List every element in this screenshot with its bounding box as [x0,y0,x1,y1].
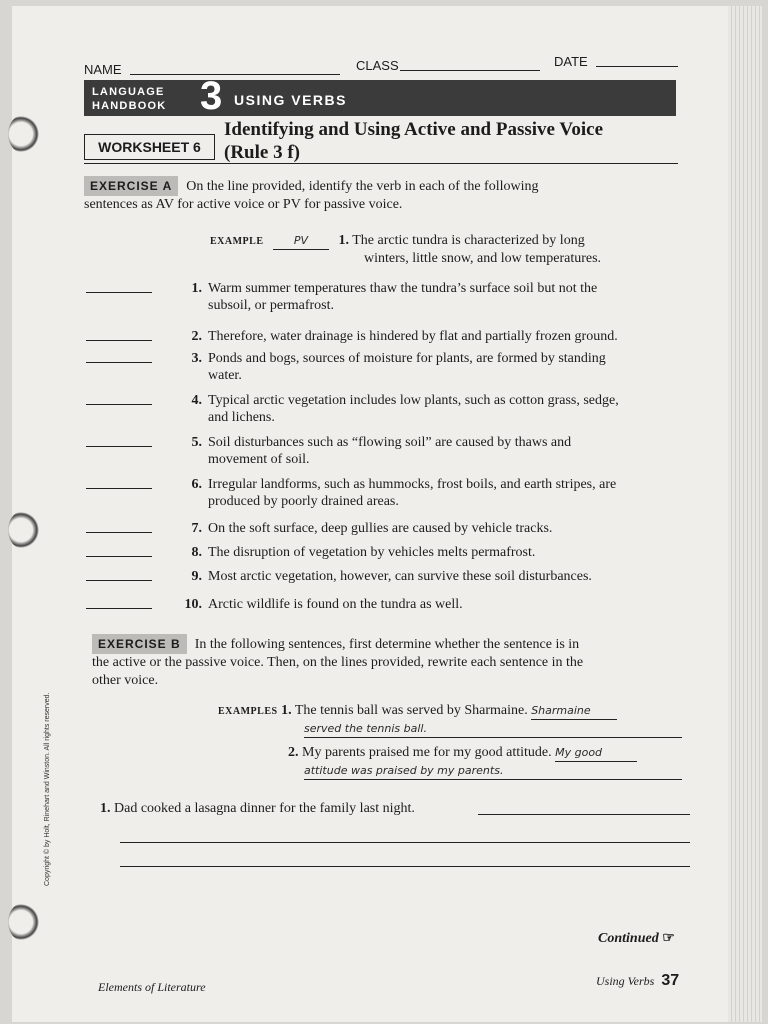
answer-blank[interactable] [86,446,152,447]
examples-label: EXAMPLES [218,706,278,717]
example-text-line1: The arctic tundra is characterized by long [352,233,585,248]
name-label: NAME [84,62,122,77]
exercise-a-item [182,544,678,561]
exercise-b-item-1-text: Dad cooked a lasagna dinner for the family last night. [114,801,415,816]
answer-blank[interactable] [86,340,152,341]
answer-blank[interactable] [86,580,152,581]
binder-hole-top [8,114,42,154]
chapter-number: 3 [200,74,223,118]
example-b1-answer-part2: served the tennis ball. [304,720,682,738]
example-b2-answer-part2: attitude was praised by my parents. [304,762,682,780]
continued-text: Continued [598,931,659,946]
answer-blank[interactable] [86,362,152,363]
item-text-line1: Warm summer temperatures thaw the tundra’s surface soil but not the [208,281,598,296]
item-number: 3. [191,351,202,366]
item-number: 8. [191,545,202,560]
chapter-banner [84,74,676,118]
exercise-b-instructions [92,634,692,690]
answer-blank[interactable] [86,292,152,293]
example-b1-number: 1. [281,703,292,718]
copyright-notice: Copyright © by Holt, Rinehart and Winston. All rights reserved. [44,692,51,886]
item-text-line2: movement of soil. [208,452,310,467]
exercise-a-item [182,520,678,537]
worksheet-page [12,6,728,1022]
exercise-a-tag: EXERCISE A [84,176,178,196]
exercise-a-instructions [84,176,684,214]
book-title: Elements of Literature [98,980,206,994]
date-field[interactable] [596,66,678,67]
item-text-line2: produced by poorly drained areas. [208,494,399,509]
item-text-line1: Ponds and bogs, sources of moisture for plants, are formed by standing [208,351,606,366]
answer-blank[interactable] [86,532,152,533]
exercise-b-item-1-answer-line-3[interactable] [120,866,690,867]
item-text-line1: Typical arctic vegetation includes low plants, such as cotton grass, sedge, [208,393,619,408]
item-text [208,568,678,585]
item-text-line2: water. [208,368,242,383]
exercise-b-example-1 [218,702,688,738]
page-number: 37 [661,972,680,989]
item-text [208,520,678,537]
language-handbook-line1: LANGUAGE [92,86,165,98]
item-text-line1: Soil disturbances such as “flowing soil” are caused by thaws and [208,435,572,450]
exercise-a-item [182,328,678,345]
chapter-title: USING VERBS [234,92,347,108]
item-number: 10. [184,597,202,612]
item-number: 1. [191,281,202,296]
item-number: 5. [191,435,202,450]
item-text-line1: The disruption of vegetation by vehicles melts permafrost. [208,545,536,560]
item-text [208,280,678,314]
binder-hole-middle [8,510,42,550]
example-text-line2: winters, little snow, and low temperatures. [364,251,602,266]
item-number: 9. [191,569,202,584]
item-text-line1: Therefore, water drainage is hindered by flat and partially frozen ground. [208,329,618,344]
item-text [208,596,678,613]
binder-hole-bottom [8,902,42,942]
answer-blank[interactable] [86,608,152,609]
example-number: 1. [338,233,349,248]
item-text-line2: and lichens. [208,410,275,425]
exercise-a-item [182,568,678,585]
exercise-a-item [182,476,678,510]
example-answer: PV [273,232,329,250]
item-text-line2: subsoil, or permafrost. [208,298,334,313]
footer-section [596,972,679,990]
answer-blank[interactable] [86,556,152,557]
example-b1-answer-part1: Sharmaine [531,702,617,720]
item-text [208,350,678,384]
exercise-a-item [182,280,678,314]
answer-blank[interactable] [86,404,152,405]
answer-blank[interactable] [86,488,152,489]
exercise-a-item [182,392,678,426]
exercise-b-item-1-answer-line-1[interactable] [478,814,690,815]
worksheet-title-line1: Identifying and Using Active and Passive Voice [224,119,603,140]
exercise-a-item [182,434,678,468]
item-text [208,328,678,345]
exercise-b-instructions-line3: other voice. [92,673,159,688]
exercise-b-instructions-line1: In the following sentences, first determine whether the sentence is in [194,637,580,652]
exercise-a-item [182,596,678,613]
name-field[interactable] [130,74,340,75]
item-text [208,392,678,426]
language-handbook-line2: HANDBOOK [92,100,167,112]
title-rule [84,163,678,164]
item-text [208,434,678,468]
example-b2-text: My parents praised me for my good attitude. [302,745,552,760]
item-text-line1: On the soft surface, deep gullies are caused by vehicle tracks. [208,521,553,536]
date-label: DATE [554,54,588,69]
worksheet-title [224,118,603,164]
item-number: 4. [191,393,202,408]
item-text [208,544,678,561]
continued-label [598,930,675,947]
item-number: 2. [191,329,202,344]
exercise-b-example-2 [288,744,688,780]
exercise-b-item-1-number: 1. [100,801,111,816]
exercise-a-example [210,232,670,267]
footer-section-label: Using Verbs [596,974,655,988]
pointing-hand-icon: ☞ [662,931,675,946]
exercise-a-instructions-line1: On the line provided, identify the verb in each of the following [186,179,539,194]
exercise-b-tag: EXERCISE B [92,634,187,654]
example-label: EXAMPLE [210,236,264,247]
exercise-a-item [182,350,678,384]
worksheet-label: WORKSHEET 6 [84,134,215,160]
item-text-line1: Irregular landforms, such as hummocks, frost boils, and earth stripes, are [208,477,617,492]
class-label: CLASS [356,58,399,73]
item-number: 7. [191,521,202,536]
exercise-b-item-1-answer-line-2[interactable] [120,842,690,843]
exercise-a-instructions-line2: sentences as AV for active voice or PV for passive voice. [84,197,403,212]
class-field[interactable] [400,70,540,71]
language-handbook-label [92,85,166,113]
example-b2-number: 2. [288,745,299,760]
item-text-line1: Most arctic vegetation, however, can survive these soil disturbances. [208,569,592,584]
worksheet-title-line2: (Rule 3 f) [224,142,300,163]
item-text [208,476,678,510]
item-number: 6. [191,477,202,492]
item-text-line1: Arctic wildlife is found on the tundra as well. [208,597,463,612]
example-b2-answer-part1: My good [555,744,637,762]
example-b1-text: The tennis ball was served by Sharmaine. [294,703,528,718]
exercise-b-instructions-line2: the active or the passive voice. Then, on the lines provided, rewrite each sentence in the [92,655,584,670]
page-edge-stack [728,6,762,1022]
